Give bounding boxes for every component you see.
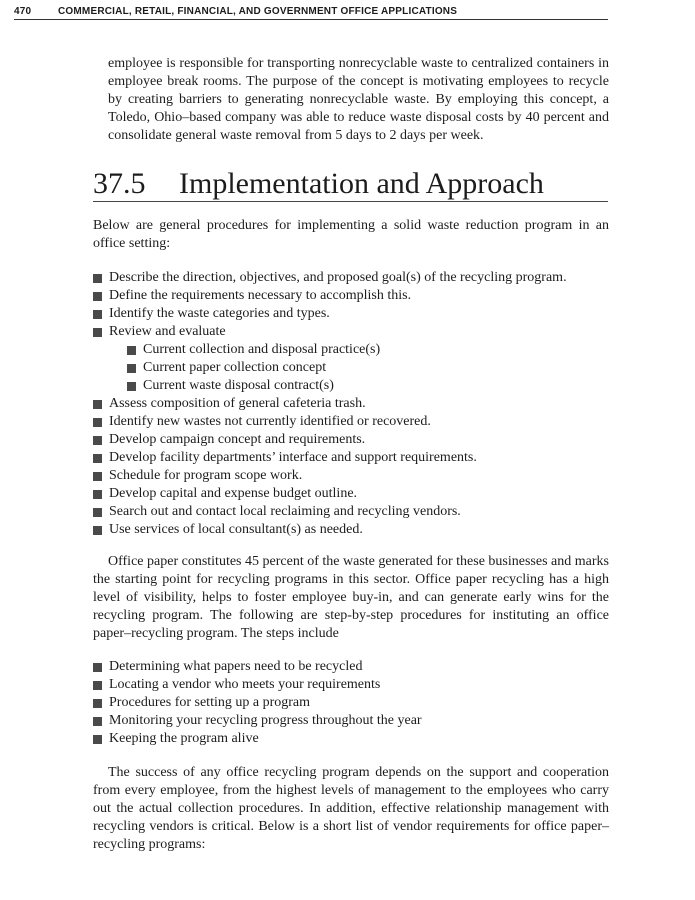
list-item: Keeping the program alive xyxy=(93,730,422,748)
procedures-intro-paragraph: Below are general procedures for implementing a solid waste reduction program in an office setting: xyxy=(93,218,609,251)
square-bullet-icon xyxy=(93,454,102,463)
square-bullet-icon xyxy=(93,310,102,319)
square-bullet-icon xyxy=(93,418,102,427)
square-bullet-icon xyxy=(93,699,102,708)
page-number: 470 xyxy=(14,6,32,17)
list-item: Describe the direction, objectives, and proposed goal(s) of the recycling program. xyxy=(93,269,567,287)
list-item: Current paper collection concept xyxy=(127,359,567,377)
list-item: Procedures for setting up a program xyxy=(93,694,422,712)
square-bullet-icon xyxy=(93,436,102,445)
section-heading xyxy=(93,165,608,202)
section-number: 37.5 xyxy=(93,167,146,200)
list-item: Assess composition of general cafeteria trash. xyxy=(93,395,567,413)
list-item: Develop capital and expense budget outline. xyxy=(93,485,567,503)
square-bullet-icon xyxy=(93,526,102,535)
list-item: Determining what papers need to be recycled xyxy=(93,658,422,676)
list-item: Use services of local consultant(s) as needed. xyxy=(93,521,567,539)
square-bullet-icon xyxy=(93,328,102,337)
square-bullet-icon xyxy=(93,735,102,744)
list-item: Monitoring your recycling progress throughout the year xyxy=(93,712,422,730)
square-bullet-icon xyxy=(127,346,136,355)
list-item: Search out and contact local reclaiming and recycling vendors. xyxy=(93,503,567,521)
list-item: Current waste disposal contract(s) xyxy=(127,377,567,395)
list-item: Define the requirements necessary to accomplish this. xyxy=(93,287,567,305)
square-bullet-icon xyxy=(93,292,102,301)
office-paper-paragraph: Office paper constitutes 45 percent of the waste generated for these businesses and marks the starting point for recycling programs in this sector. Office paper recycling has a high level of visibility, helps to foster employee buy-in, and can generate early wins for the recycling program. The following are step-by-step procedures for instituting an office paper–recycling program. The steps include xyxy=(93,554,609,641)
intro-paragraph: employee is responsible for transporting nonrecyclable waste to centralized containers in employee break rooms. The purpose of the concept is motivating employees to recycle by creating barriers to generating nonrecyclable waste. By employing this concept, a Toledo, Ohio–based company was able to reduce waste disposal costs by 40 percent and consolidate general waste removal from 5 days to 2 days per week. xyxy=(108,56,609,143)
square-bullet-icon xyxy=(127,382,136,391)
list-item: Review and evaluate Current collection and disposal practice(s) Current paper collection concept Current waste disposal contract(s) xyxy=(93,323,567,395)
list-item: Identify the waste categories and types. xyxy=(93,305,567,323)
list-item: Locating a vendor who meets your requirements xyxy=(93,676,422,694)
square-bullet-icon xyxy=(93,508,102,517)
review-sublist xyxy=(109,341,567,395)
square-bullet-icon xyxy=(93,400,102,409)
square-bullet-icon xyxy=(93,681,102,690)
section-title: Implementation and Approach xyxy=(179,167,544,200)
running-title: COMMERCIAL, RETAIL, FINANCIAL, AND GOVERNMENT OFFICE APPLICATIONS xyxy=(58,6,458,17)
list-item: Identify new wastes not currently identified or recovered. xyxy=(93,413,567,431)
square-bullet-icon xyxy=(93,663,102,672)
list-item: Develop campaign concept and requirements. xyxy=(93,431,567,449)
square-bullet-icon xyxy=(127,364,136,373)
success-paragraph: The success of any office recycling program depends on the support and cooperation from every employee, from the highest levels of management to the employees who carry out the actual collection procedures. In addition, effective relationship management with recycling vendors is critical. Below is a short list of vendor requirements for office paper–recycling programs: xyxy=(93,765,609,852)
procedures-list xyxy=(93,269,567,539)
running-header xyxy=(14,6,608,20)
square-bullet-icon xyxy=(93,490,102,499)
square-bullet-icon xyxy=(93,472,102,481)
steps-list xyxy=(93,658,422,748)
list-item: Develop facility departments’ interface and support requirements. xyxy=(93,449,567,467)
square-bullet-icon xyxy=(93,274,102,283)
square-bullet-icon xyxy=(93,717,102,726)
list-item: Current collection and disposal practice(s) xyxy=(127,341,567,359)
list-item: Schedule for program scope work. xyxy=(93,467,567,485)
